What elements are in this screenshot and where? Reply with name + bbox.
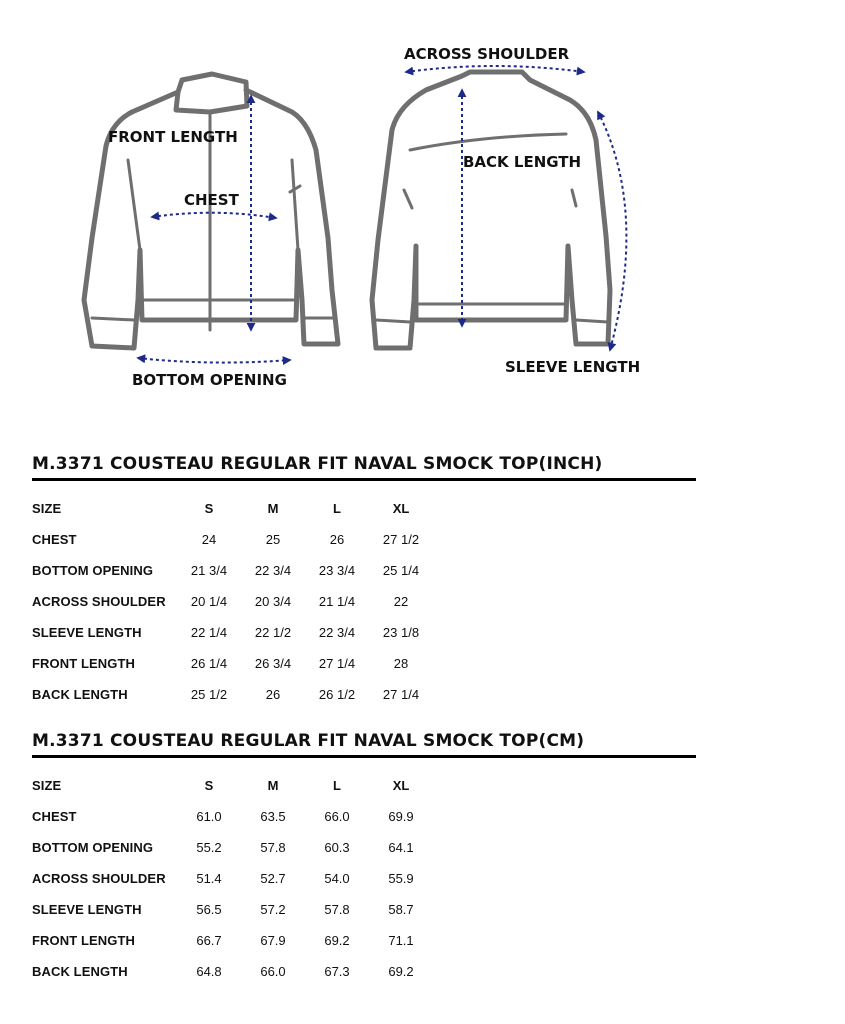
size-column-header: M bbox=[267, 778, 279, 793]
measurement-value: 26 1/4 bbox=[190, 656, 228, 671]
across-shoulder-label: ACROSS SHOULDER bbox=[404, 45, 570, 63]
measurement-value: 26 bbox=[265, 687, 281, 702]
bottom-opening-label: BOTTOM OPENING bbox=[132, 371, 287, 389]
measurement-value: 54.0 bbox=[324, 871, 350, 886]
measurement-value: 22 1/4 bbox=[190, 625, 228, 640]
size-column-header: XL bbox=[392, 778, 410, 793]
measurement-value: 21 1/4 bbox=[318, 594, 356, 609]
measurement-label: BOTTOM OPENING bbox=[32, 840, 154, 855]
measurement-value: 22 3/4 bbox=[254, 563, 292, 578]
table-row bbox=[32, 956, 433, 987]
front-length-label: FRONT LENGTH bbox=[108, 128, 238, 146]
measurement-label: SLEEVE LENGTH bbox=[32, 902, 142, 917]
sleeve-length-arrow bbox=[598, 112, 626, 350]
measurement-value: 22 3/4 bbox=[318, 625, 356, 640]
measurement-value: 27 1/2 bbox=[382, 532, 420, 547]
measurement-value: 64.8 bbox=[196, 964, 222, 979]
table-row bbox=[32, 617, 433, 648]
back-length-label: BACK LENGTH bbox=[463, 153, 582, 171]
measurement-value: 20 1/4 bbox=[190, 594, 228, 609]
size-column-header: XL bbox=[392, 501, 410, 516]
measurement-value: 25 1/2 bbox=[190, 687, 228, 702]
size-column-header: L bbox=[333, 778, 341, 793]
measurement-value: 22 bbox=[393, 594, 409, 609]
table-row bbox=[32, 894, 433, 925]
measurement-label: FRONT LENGTH bbox=[32, 933, 136, 948]
measurement-value: 28 bbox=[393, 656, 409, 671]
measurement-value: 27 1/4 bbox=[382, 687, 420, 702]
table-row bbox=[32, 925, 433, 956]
measurement-value: 52.7 bbox=[260, 871, 286, 886]
measurement-label: ACROSS SHOULDER bbox=[32, 871, 166, 886]
measurement-label: FRONT LENGTH bbox=[32, 656, 136, 671]
measurement-label: BACK LENGTH bbox=[32, 964, 128, 979]
front-jacket-illustration bbox=[84, 74, 338, 348]
measurement-value: 23 3/4 bbox=[318, 563, 356, 578]
size-header-row bbox=[32, 770, 433, 801]
measurement-value: 21 3/4 bbox=[190, 563, 228, 578]
measurement-value: 51.4 bbox=[196, 871, 222, 886]
inch-chart-title: M.3371 COUSTEAU REGULAR FIT NAVAL SMOCK TOP(INCH) bbox=[32, 454, 603, 474]
chest-arrow bbox=[152, 213, 276, 218]
table-row bbox=[32, 832, 433, 863]
measurement-value: 23 1/8 bbox=[382, 625, 420, 640]
measurement-value: 55.9 bbox=[388, 871, 414, 886]
title-divider bbox=[32, 755, 696, 758]
measurement-value: 69.2 bbox=[324, 933, 350, 948]
measurement-diagram bbox=[0, 0, 845, 400]
inch-size-table bbox=[32, 493, 433, 710]
measurement-label: SLEEVE LENGTH bbox=[32, 625, 142, 640]
inch-size-chart bbox=[32, 453, 696, 702]
measurement-value: 20 3/4 bbox=[254, 594, 292, 609]
measurement-value: 58.7 bbox=[388, 902, 414, 917]
measurement-value: 66.0 bbox=[324, 809, 350, 824]
measurement-value: 26 bbox=[329, 532, 345, 547]
measurement-value: 57.2 bbox=[260, 902, 286, 917]
size-column-header: S bbox=[204, 778, 214, 793]
measurement-value: 57.8 bbox=[260, 840, 286, 855]
measurement-value: 57.8 bbox=[324, 902, 350, 917]
cm-chart-title: M.3371 COUSTEAU REGULAR FIT NAVAL SMOCK TOP(CM) bbox=[32, 731, 585, 751]
measurement-value: 69.9 bbox=[388, 809, 414, 824]
measurement-label: BOTTOM OPENING bbox=[32, 563, 154, 578]
measurement-value: 66.0 bbox=[260, 964, 286, 979]
measurement-value: 27 1/4 bbox=[318, 656, 356, 671]
table-row bbox=[32, 863, 433, 894]
table-row bbox=[32, 679, 433, 710]
measurement-value: 64.1 bbox=[388, 840, 414, 855]
measurement-label: ACROSS SHOULDER bbox=[32, 594, 166, 609]
title-divider bbox=[32, 478, 696, 481]
measurement-value: 71.1 bbox=[388, 933, 414, 948]
size-column-header: L bbox=[333, 501, 341, 516]
measurement-value: 24 bbox=[201, 532, 217, 547]
measurement-value: 56.5 bbox=[196, 902, 222, 917]
size-column-header: S bbox=[204, 501, 214, 516]
measurement-label: CHEST bbox=[32, 809, 77, 824]
measurement-value: 25 1/4 bbox=[382, 563, 420, 578]
measurement-value: 60.3 bbox=[324, 840, 350, 855]
measurement-label: BACK LENGTH bbox=[32, 687, 128, 702]
bottom-opening-arrow bbox=[138, 358, 290, 363]
chest-label: CHEST bbox=[184, 191, 239, 209]
sleeve-length-label: SLEEVE LENGTH bbox=[505, 358, 641, 376]
size-header-label: SIZE bbox=[32, 501, 62, 516]
measurement-label: CHEST bbox=[32, 532, 77, 547]
measurement-value: 67.3 bbox=[324, 964, 350, 979]
size-column-header: M bbox=[267, 501, 279, 516]
measurement-value: 26 1/2 bbox=[318, 687, 356, 702]
measurement-value: 63.5 bbox=[260, 809, 286, 824]
cm-size-chart bbox=[32, 730, 696, 979]
table-row bbox=[32, 648, 433, 679]
table-row bbox=[32, 524, 433, 555]
measurement-value: 67.9 bbox=[260, 933, 286, 948]
measurement-value: 61.0 bbox=[196, 809, 222, 824]
measurement-value: 22 1/2 bbox=[254, 625, 292, 640]
table-row bbox=[32, 555, 433, 586]
measurement-value: 25 bbox=[265, 532, 281, 547]
measurement-value: 26 3/4 bbox=[254, 656, 292, 671]
size-header-row bbox=[32, 493, 433, 524]
table-row bbox=[32, 801, 433, 832]
back-jacket-illustration bbox=[372, 72, 610, 348]
measurement-value: 66.7 bbox=[196, 933, 222, 948]
measurement-value: 69.2 bbox=[388, 964, 414, 979]
table-row bbox=[32, 586, 433, 617]
cm-size-table bbox=[32, 770, 433, 987]
measurement-value: 55.2 bbox=[196, 840, 222, 855]
size-header-label: SIZE bbox=[32, 778, 62, 793]
